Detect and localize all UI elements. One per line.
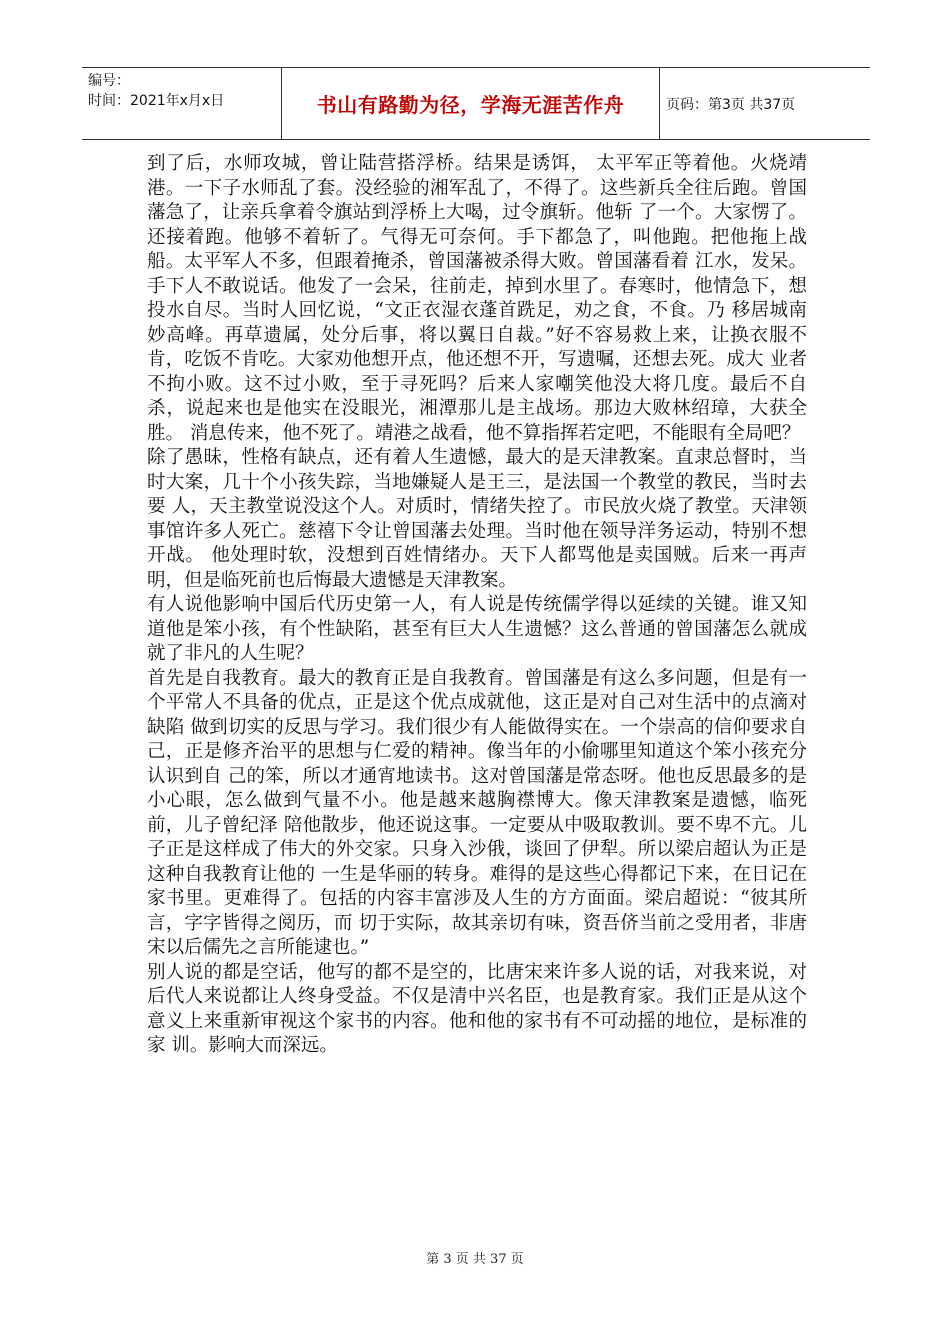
document-header bbox=[82, 67, 870, 140]
page-footer: 第 3 页 共 37 页 bbox=[426, 1252, 524, 1267]
paragraph: 有人说他影响中国后代历史第一人，有人说是传统儒学得以延续的关键。谁又知道他是笨小孩，有个性缺陷，甚至有巨大人生遗憾？这么普通的曾国藩怎么就成就了非凡的人生呢？ bbox=[147, 594, 807, 664]
header-meta bbox=[82, 68, 282, 139]
time-label: 时间：2021年x月x日 bbox=[88, 93, 225, 109]
article-body bbox=[147, 152, 807, 1059]
paragraph: 除了愚昧，性格有缺点，还有着人生遗憾，最大的是天津教案。直隶总督时，当时大案，几十个小孩失踪，当地嫌疑人是王三，是法国一个教堂的教民，当时去要 人，天主教堂说没这个人。对质时，情绪失控了。市民放火烧了教堂。天津领事馆许多人死亡。慈禧下令让曾国藩去处理。当时他在领导洋务运动，特别不想开战。 他处理时软，没想到百姓情绪办。天下人都骂他是卖国贼。后来一再声明，但是临死前也后悔最大遗憾是天津教案。 bbox=[147, 447, 807, 591]
paragraph: 别人说的都是空话，他写的都不是空的，比唐宋来许多人说的话，对我来说，对 后代人来说都让人终身受益。不仅是清中兴名臣，也是教育家。我们正是从这个意义上来重新审视这个家书的内容。他和他的家书有不可动摇的地位，是标准的家 训。影响大而深远。 bbox=[147, 961, 807, 1056]
header-page-info: 页码：第3页 共37页 bbox=[666, 96, 796, 113]
serial-label: 编号： bbox=[88, 73, 130, 89]
paragraph: 首先是自我教育。最大的教育正是自我教育。曾国藩是有这么多问题，但是有一个平常人不具备的优点，正是这个优点成就他，这正是对自己对生活中的点滴对缺陷 做到切实的反思与学习。我们很少有人能做得实在。一个崇高的信仰要求自己，正是修齐治平的思想与仁爱的精神。像当年的小偷哪里知道这个笨小孩充分认识到自 己的笨，所以才通宵地读书。这对曾国藩是常态呀。他也反思最多的是小心眼，怎么做到气量不小。他是越来越胸襟博大。像天津教案是遗憾，临死前，儿子曾纪泽 陪他散步，他还说这事。一定要从中吸取教训。要不卑不亢。儿子正是这样成了伟大的外交家。只身入沙俄，谈回了伊犁。所以梁启超认为正是这种自我教育让他的 一生是华丽的转身。难得的是这些心得都记下来，在日记在家书里。更难得了。包括的内容丰富涉及人生的方方面面。梁启超说：“彼其所言，字字皆得之阅历，而 切于实际，故其亲切有味，资吾侪当前之受用者，非唐宋以后儒先之言所能逮也。” bbox=[147, 667, 807, 958]
paragraph: 到了后，水师攻城，曾让陆营搭浮桥。结果是诱饵， 太平军正等着他。火烧靖港。一下子水师乱了套。没经验的湘军乱了，不得了。这些新兵全往后跑。曾国藩急了，让亲兵拿着令旗站到浮桥上大喝，过令旗斩。他斩 了一个。大家愣了。还接着跑。他够不着斩了。气得无可奈何。手下都急了，叫他跑。把他拖上战船。太平军人不多，但跟着掩杀，曾国藩被杀得大败。曾国藩看着 江水，发呆。手下人不敢说话。他发了一会呆，往前走，掉到水里了。春寒时，他情急下，想投水自尽。当时人回忆说，“文正衣湿衣蓬首跣足，劝之食，不食。乃 移居城南妙高峰。再草遗属，处分后事，将以翼日自裁。”好不容易救上来，让换衣服不肯，吃饭不肯吃。大家劝他想开点，他还想不开，写遗嘱，还想去死。成大 业者不拘小败。这不过小败，至于寻死吗？后来人家嘲笑他没大将几度。最后不自杀，说起来也是他实在没眼光，湘潭那儿是主战场。那边大败林绍璋，大获全胜。 消息传来，他不死了。靖港之战看，他不算指挥若定吧，不能眼有全局吧？ bbox=[147, 153, 807, 444]
header-motto: 书山有路勤为径，学海无涯苦作舟 bbox=[282, 68, 660, 139]
